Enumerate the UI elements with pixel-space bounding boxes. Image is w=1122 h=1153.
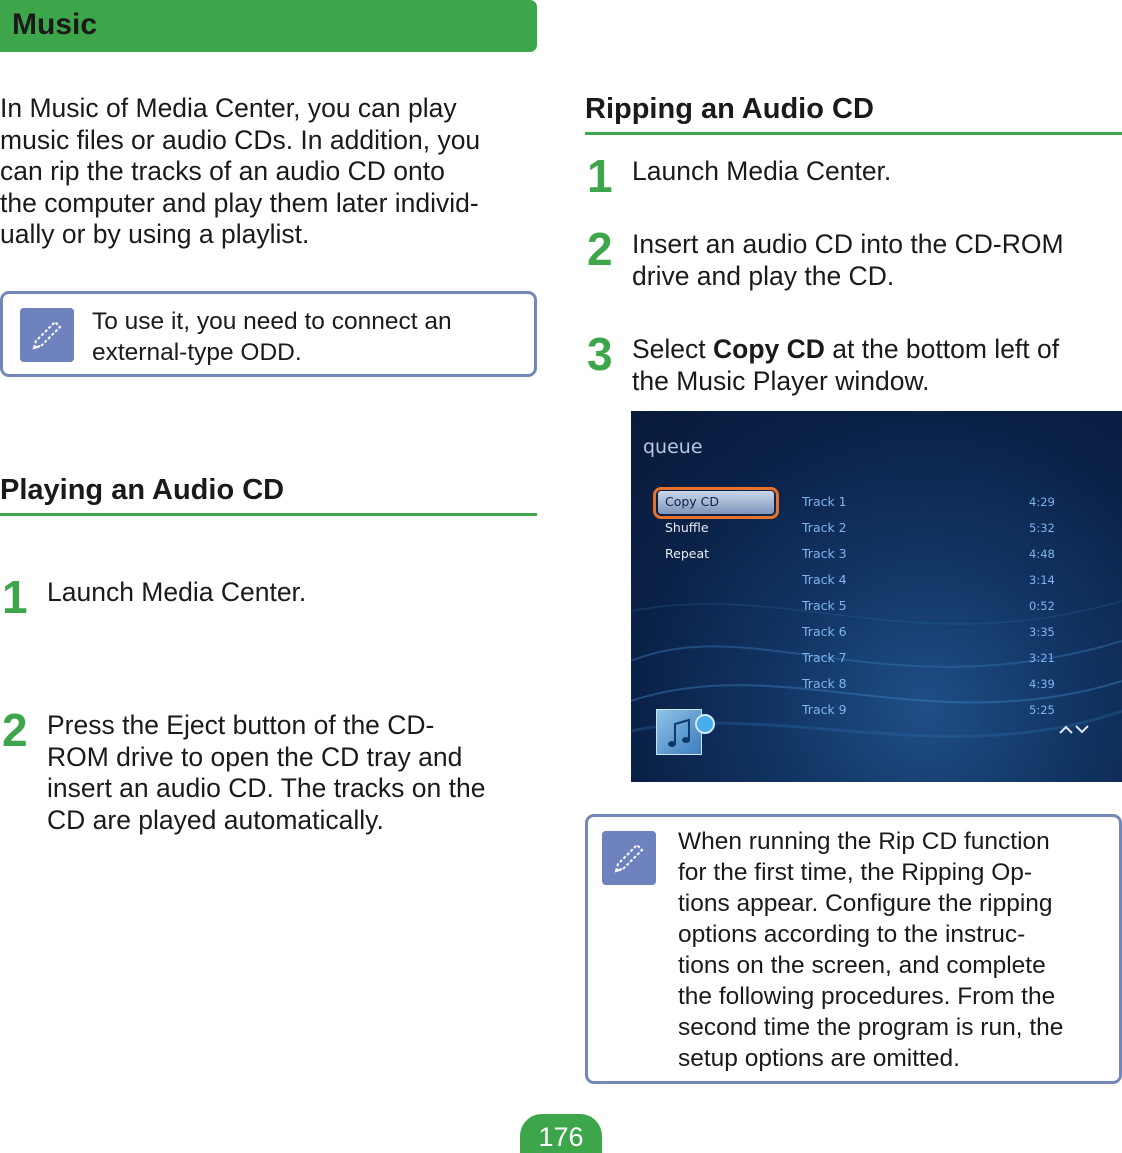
section-title: Music [12,8,98,41]
track-duration: 5:32 [1029,521,1055,535]
chevron-down-icon[interactable] [1074,723,1090,735]
step-line: CD are played automatically. [47,804,384,835]
step-text [47,577,537,609]
note-line: When running the Rip CD function [678,828,1050,855]
copy-cd-emphasis: Copy CD [713,334,825,364]
page-number-tab [520,1114,602,1153]
step-line: the Music Player window. [632,365,930,396]
heading-rule [585,132,1122,135]
intro-line: ually or by using a playlist. [0,219,310,249]
track-duration: 4:48 [1029,547,1055,561]
step-number: 3 [587,328,613,380]
media-center-screenshot [631,411,1122,782]
track-name[interactable]: Track 8 [802,676,847,691]
note-pencil-icon [20,308,74,362]
track-duration: 5:25 [1029,703,1055,717]
track-name[interactable]: Track 2 [802,520,847,535]
track-duration: 3:14 [1029,573,1055,587]
track-name[interactable]: Track 1 [802,494,847,509]
note-box-odd [0,291,537,377]
track-name[interactable]: Track 3 [802,546,847,561]
note-text [678,826,1118,1074]
track-duration: 3:21 [1029,651,1055,665]
track-duration: 4:39 [1029,677,1055,691]
now-playing-indicator-icon [695,714,715,734]
album-art-music-icon[interactable] [656,709,702,755]
track-name[interactable]: Track 9 [802,702,847,717]
chevron-up-icon[interactable] [1058,723,1074,735]
track-name[interactable]: Track 6 [802,624,847,639]
step-text [632,229,1122,292]
page-number: 176 [538,1122,584,1152]
step-text [632,156,1122,188]
intro-line: In Music of Media Center, you can play [0,93,457,123]
step-number: 1 [2,571,28,623]
step-line: Launch Media Center. [47,577,307,607]
note-box-rip-options [585,814,1122,1084]
heading-ripping-audio-cd: Ripping an Audio CD [585,93,874,125]
step-line: Insert an audio CD into the CD-ROM [632,229,1064,259]
intro-paragraph [0,93,537,251]
intro-line: music files or audio CDs. In addition, you [0,124,481,155]
step-line: Press the Eject button of the CD- [47,710,435,740]
menu-repeat[interactable]: Repeat [665,546,710,561]
track-duration: 0:52 [1029,599,1055,613]
note-line: the following procedures. From the [678,983,1056,1010]
intro-line: can rip the tracks of an audio CD onto [0,156,445,186]
step-line: Launch Media Center. [632,156,892,186]
note-line: for the first time, the Ripping Op- [678,859,1033,886]
step-line [632,334,1122,366]
note-line: second time the program is run, the [678,1014,1064,1041]
track-duration: 4:29 [1029,495,1055,509]
note-line: To use it, you need to connect an [92,308,452,335]
step-line: drive and play the CD. [632,260,895,291]
step-line-post: at the bottom left of [824,334,1060,364]
note-line: options according to the instruc- [678,921,1026,948]
step-line: ROM drive to open the CD tray and [47,741,463,772]
step-text [47,710,537,836]
queue-label: queue [643,436,703,458]
note-line: external-type ODD. [92,339,302,366]
note-pencil-icon [602,831,656,885]
step-number: 1 [587,150,613,202]
step-line-pre: Select [632,334,714,364]
step-number: 2 [2,704,28,756]
heading-rule [0,513,537,516]
note-line: tions appear. Configure the ripping [678,890,1053,917]
menu-copy-cd[interactable]: Copy CD [665,494,720,509]
step-number: 2 [587,223,613,275]
step-line: insert an audio CD. The tracks on the [47,773,486,803]
note-line: setup options are omitted. [678,1045,960,1072]
track-name[interactable]: Track 5 [802,598,847,613]
track-name[interactable]: Track 7 [802,650,847,665]
track-name[interactable]: Track 4 [802,572,847,587]
section-header-bar [0,0,537,52]
menu-shuffle[interactable]: Shuffle [665,520,709,535]
note-line: tions on the screen, and complete [678,952,1046,979]
intro-line: the computer and play them later individ- [0,187,479,218]
step-text [632,334,1122,397]
note-text [92,306,522,368]
heading-playing-audio-cd: Playing an Audio CD [0,474,285,506]
track-duration: 3:35 [1029,625,1055,639]
